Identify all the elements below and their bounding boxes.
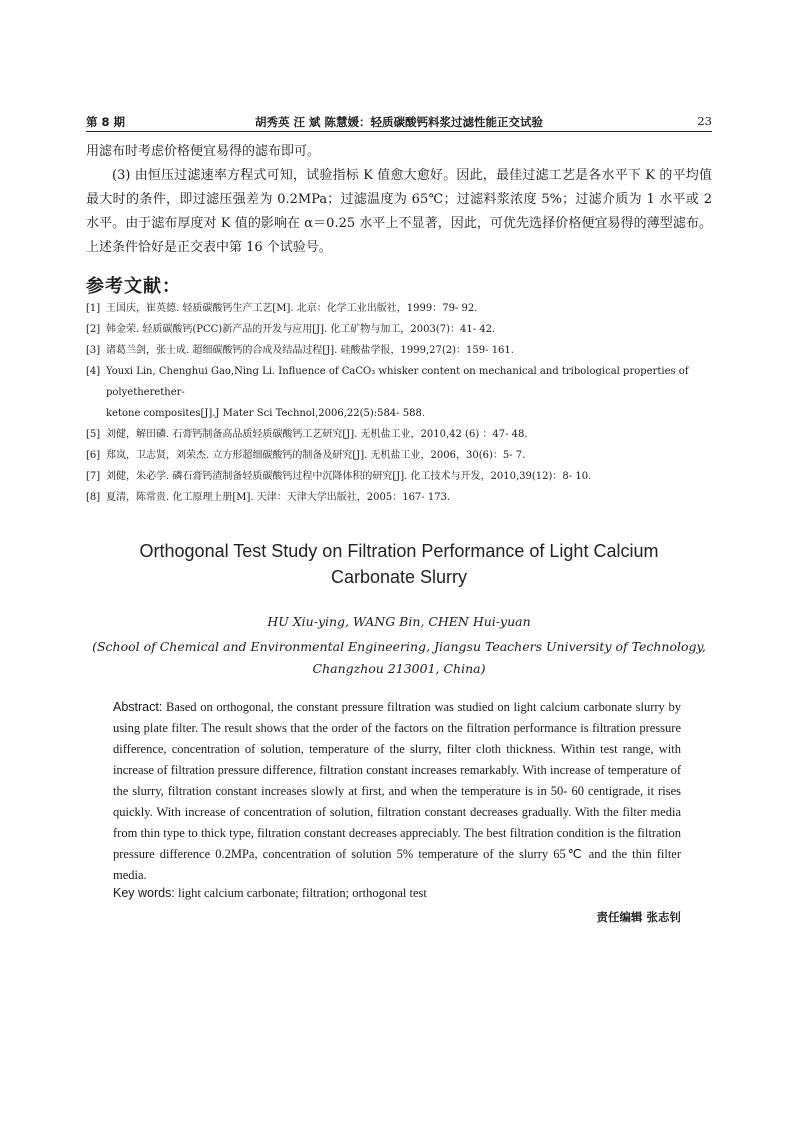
english-title [86,538,712,590]
reference-item [86,424,712,445]
english-affiliation [86,636,712,680]
english-title-line-1: Orthogonal Test Study on Filtration Performance of Light Calcium [139,541,659,561]
english-abstract [113,697,681,886]
reference-text: 刘健，朱必学. 磷石膏钙渣制备轻质碳酸钙过程中沉降体积的研究[J]. 化工技术与开发，2010,39(12)：8- 10. [106,471,592,482]
affiliation-line-1: (School of Chemical and Environmental Engineering, Jiangsu Teachers University of Technology, [92,639,706,654]
responsible-editor: 责任编辑 张志钊 [596,910,681,924]
affiliation-line-2: Changzhou 213001, China) [312,661,486,676]
reference-text: 夏清，陈常贵. 化工原理上册[M]. 天津：天津大学出版社，2005：167- 173. [106,492,451,503]
header-rule [86,131,712,132]
reference-item [86,298,712,319]
references-heading: 参考文献： [86,276,181,297]
reference-list [86,298,712,508]
abstract-text: Based on orthogonal, the constant pressure filtration was studied on light calcium carbonate slurry by using plate filter. The result shows that the order of the factors on the filtration performance is filtration pressure difference, concentration of solution, temperature of the slurry, filter cloth thickness. Within test range, with increase of filtration pressure difference, filtration constant increases remarkably. With increase of temperature of the slurry, filtration constant increases slowly at first, and when the temperature is in 50- 60 centigrade, it rises quickly. With increase of concentration of solution, filtration constant decreases gradually. With the filter media from thin type to thick type, filtration constant decreases appreciably. The best filtration condition is the filtration pressure difference 0.2MPa, concentration of solution 5% temperature of the slurry 65℃ and the thin filter media. [113,700,681,882]
reference-text: 刘健，解田磷. 石膏钙制备高品质轻质碳酸钙工艺研究[J]. 无机盐工业，2010,42 (6) ：47- 48. [106,429,528,440]
keywords-label: Key words: [113,886,175,900]
reference-text: 郑岚，卫志贤，刘荣杰. 立方形超细碳酸钙的制备及研究[J]. 无机盐工业，2006，30(6)：5- 7. [106,450,526,461]
reference-number: [2] [86,324,101,335]
reference-number: [6] [86,450,101,461]
page-header [86,114,712,130]
running-title: 胡秀英 汪 斌 陈慧媛：轻质碳酸钙料浆过滤性能正交试验 [254,115,543,129]
english-keywords [113,886,681,901]
reference-number: [5] [86,429,101,440]
body-text [86,140,712,260]
reference-number: [1] [86,303,101,314]
reference-item [86,487,712,508]
english-title-line-2: Carbonate Slurry [330,567,468,587]
reference-number: [7] [86,471,101,482]
reference-item [86,319,712,340]
issue-number: 第 8 期 [86,115,126,129]
reference-item [86,361,712,424]
body-paragraph-2: (3) 由恒压过滤速率方程式可知，试验指标 K 值愈大愈好。因此，最佳过滤工艺是各水平下 K 的平均值最大时的条件，即过滤压强差为 0.2MPa；过滤温度为 65℃；过滤料浆浓度 5%；过滤介质为 1 水平或 2 水平。由于滤布厚度对 K 值的影响在 α＝0.25 水平上不显著，因此，可优先选择价格便宜易得的薄型滤布。上述条件恰好是正交表中第 16 个试验号。 [86,168,712,255]
english-authors: HU Xiu-ying, WANG Bin, CHEN Hui-yuan [267,614,531,629]
reference-text: Youxi Lin, Chenghui Gao,Ning Li. Influence of CaCO₃ whisker content on mechanical and tribological properties of polyetherether- [106,366,689,398]
page-number: 23 [697,114,712,128]
reference-text-block [106,361,712,424]
reference-number: [8] [86,492,101,503]
reference-item [86,445,712,466]
reference-item [86,340,712,361]
reference-number: [4] [86,366,101,377]
reference-text: 韩金荣. 轻质碳酸钙(PCC)新产品的开发与应用[J]. 化工矿物与加工，2003(7)：41- 42. [106,324,496,335]
reference-text-continuation: ketone composites[J].J Mater Sci Technol,2006,22(5):584- 588. [106,408,426,419]
body-paragraph-1: 用滤布时考虑价格便宜易得的滤布即可。 [86,144,321,159]
abstract-label: Abstract: [113,700,163,714]
reference-item [86,466,712,487]
reference-text: 王国庆，崔英德. 轻质碳酸钙生产工艺[M]. 北京：化学工业出版社，1999：79- 92. [106,303,478,314]
reference-number: [3] [86,345,101,356]
keywords-text: light calcium carbonate; filtration; orthogonal test [174,886,427,900]
reference-text: 诸葛兰剑，张士成. 超细碳酸钙的合成及结晶过程[J]. 硅酸盐学报，1999,27(2)：159- 161. [106,345,514,356]
